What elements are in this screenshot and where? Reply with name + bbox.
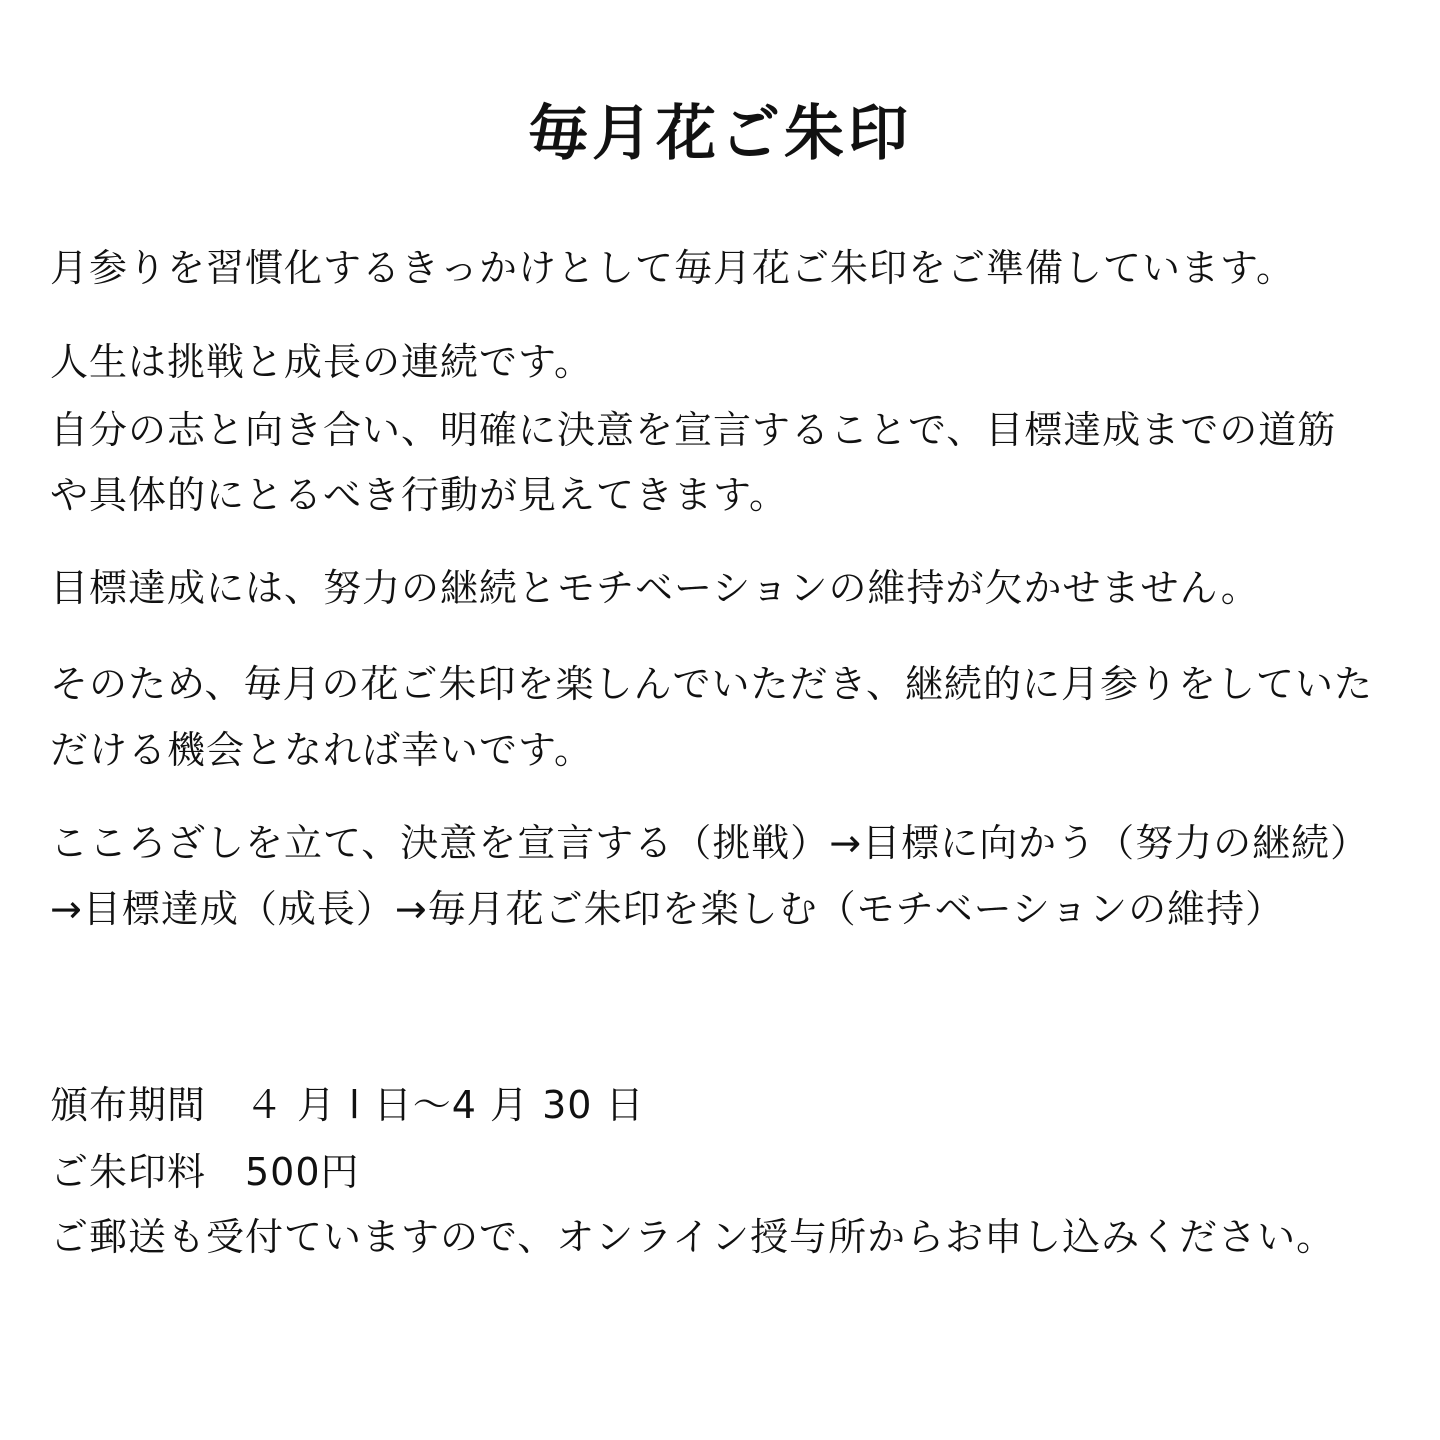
body-line: や具体的にとるべき行動が見えてきます。 (50, 473, 788, 517)
body-line: こころざしを立て、決意を宣言する（挑戦）→目標に向かう（努力の継続） (50, 821, 1370, 865)
body-line: 人生は挑戦と成長の連続です。 (50, 340, 593, 384)
goshuin-fee: ご朱印料 500円 (50, 1150, 360, 1194)
body-line: 目標達成には、努力の継続とモチベーションの維持が欠かせません。 (50, 566, 1260, 610)
body-line: そのため、毎月の花ご朱印を楽しんでいただき、継続的に月参りをしていた (50, 662, 1373, 706)
body-line: →目標達成（成長）→毎月花ご朱印を楽しむ（モチベーションの維持） (50, 887, 1285, 931)
body-line: だける機会となれば幸いです。 (50, 728, 593, 772)
page-title: 毎月花ご朱印 (528, 99, 912, 169)
distribution-period: 頒布期間 ４ 月 l 日〜4 月 30 日 (50, 1083, 645, 1127)
intro-line: 月参りを習慣化するきっかけとして毎月花ご朱印をご準備しています。 (50, 246, 1295, 290)
mail-order-note: ご郵送も受付ていますので、オンライン授与所からお申し込みください。 (50, 1215, 1336, 1259)
body-line: 自分の志と向き合い、明確に決意を宣言することで、目標達成までの道筋 (50, 408, 1337, 452)
